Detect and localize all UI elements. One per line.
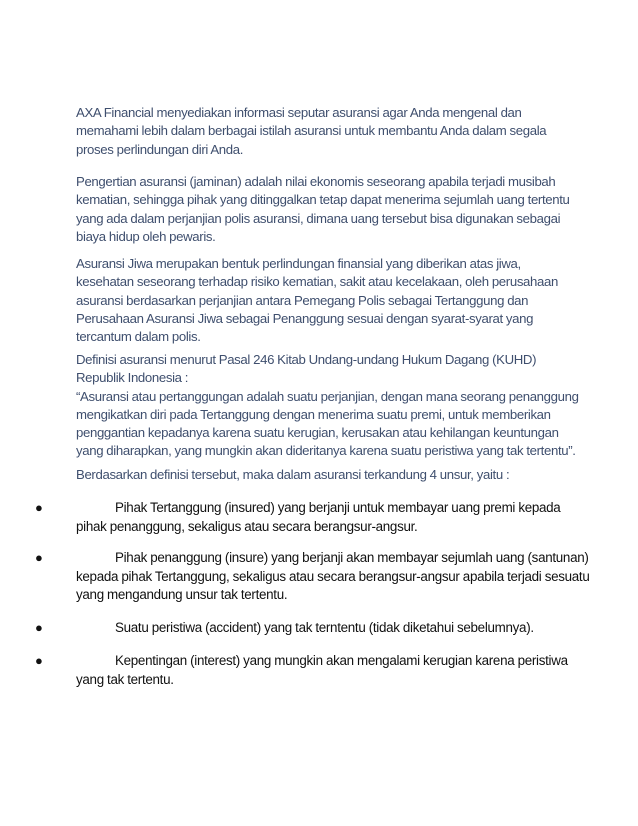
text-line: memahami lebih dalam berbagai istilah asuransi untuk membantu Anda dalam segala bbox=[76, 123, 547, 139]
text-line: Asuransi Jiwa merupakan bentuk perlindungan finansial yang diberikan atas jiwa, bbox=[76, 256, 521, 271]
text-line: Definisi asuransi menurut Pasal 246 Kitab Undang-undang Hukum Dagang (KUHD) bbox=[76, 352, 537, 367]
text-line: Perusahaan Asuransi Jiwa sebagai Penanggung sesuai dengan syarat-syarat yang bbox=[76, 310, 534, 326]
bullet-icon: ● bbox=[35, 500, 43, 515]
text-line: pihak penanggung, sekaligus atau secara berangsur-angsur. bbox=[76, 518, 418, 534]
elements-intro-paragraph bbox=[76, 466, 576, 484]
text-line: Suatu peristiwa (accident) yang tak terntentu (tidak diketahui sebelumnya). bbox=[115, 620, 534, 635]
text-line: “Asuransi atau pertanggungan adalah suatu perjanjian, dengan mana seorang penanggung bbox=[76, 388, 579, 404]
text-line: yang ada dalam perjanjian polis asuransi, dimana uang tersebut bisa digunakan sebagai bbox=[76, 210, 561, 226]
bullet-icon: ● bbox=[35, 550, 43, 565]
list-item bbox=[0, 619, 638, 638]
list-item bbox=[0, 499, 638, 536]
text-line: Pengertian asuransi (jaminan) adalah nilai ekonomis seseorang apabila terjadi musibah bbox=[76, 174, 556, 189]
life-insurance-paragraph bbox=[76, 255, 576, 346]
text-line: tercantum dalam polis. bbox=[76, 329, 201, 345]
kuhd-definition-paragraph bbox=[76, 351, 579, 461]
bullet-icon: ● bbox=[35, 653, 43, 668]
text-line: proses perlindungan diri Anda. bbox=[76, 141, 244, 157]
text-line: AXA Financial menyediakan informasi seputar asuransi agar Anda mengenal dan bbox=[76, 105, 522, 120]
text-line: Berdasarkan definisi tersebut, maka dalam asuransi terkandung 4 unsur, yaitu : bbox=[76, 467, 510, 482]
bullet-icon: ● bbox=[35, 620, 43, 635]
text-line: biaya hidup oleh pewaris. bbox=[76, 228, 216, 244]
text-line: yang tak tertentu. bbox=[76, 671, 174, 687]
text-line: asuransi berdasarkan perjanjian antara Pemegang Polis sebagai Tertanggung dan bbox=[76, 292, 529, 308]
text-line: kepada pihak Tertanggung, sekaligus atau secara berangsur-angsur apabila terjadi sesuatu bbox=[76, 568, 590, 584]
list-item bbox=[0, 652, 638, 689]
list-item bbox=[0, 549, 638, 605]
text-line: Kepentingan (interest) yang mungkin akan mengalami kerugian karena peristiwa bbox=[115, 653, 568, 668]
text-line: Republik Indonesia : bbox=[76, 370, 189, 386]
text-line: yang mengandung unsur tak tertentu. bbox=[76, 587, 288, 602]
text-line: Pihak Tertanggung (insured) yang berjanji untuk membayar uang premi kepada bbox=[115, 500, 561, 515]
definition-paragraph bbox=[76, 173, 576, 246]
text-line: kematian, sehingga pihak yang ditinggalkan tetap dapat menerima sejumlah uang tertentu bbox=[76, 192, 570, 208]
text-line: mengikatkan diri pada Tertanggung dengan menerima suatu premi, untuk memberikan bbox=[76, 406, 551, 422]
text-line: penggantian kepadanya karena suatu kerugian, kerusakan atau kehilangan keuntungan bbox=[76, 425, 559, 441]
text-line: kesehatan seseorang terhadap risiko kematian, sakit atau kecelakaan, oleh perusahaan bbox=[76, 274, 558, 290]
intro-paragraph bbox=[76, 104, 576, 159]
text-line: yang diharapkan, yang mungkin akan dideritanya karena suatu peristiwa yang tak tertentu”. bbox=[76, 443, 576, 459]
text-line: Pihak penanggung (insure) yang berjanji akan membayar sejumlah uang (santunan) bbox=[115, 550, 589, 565]
